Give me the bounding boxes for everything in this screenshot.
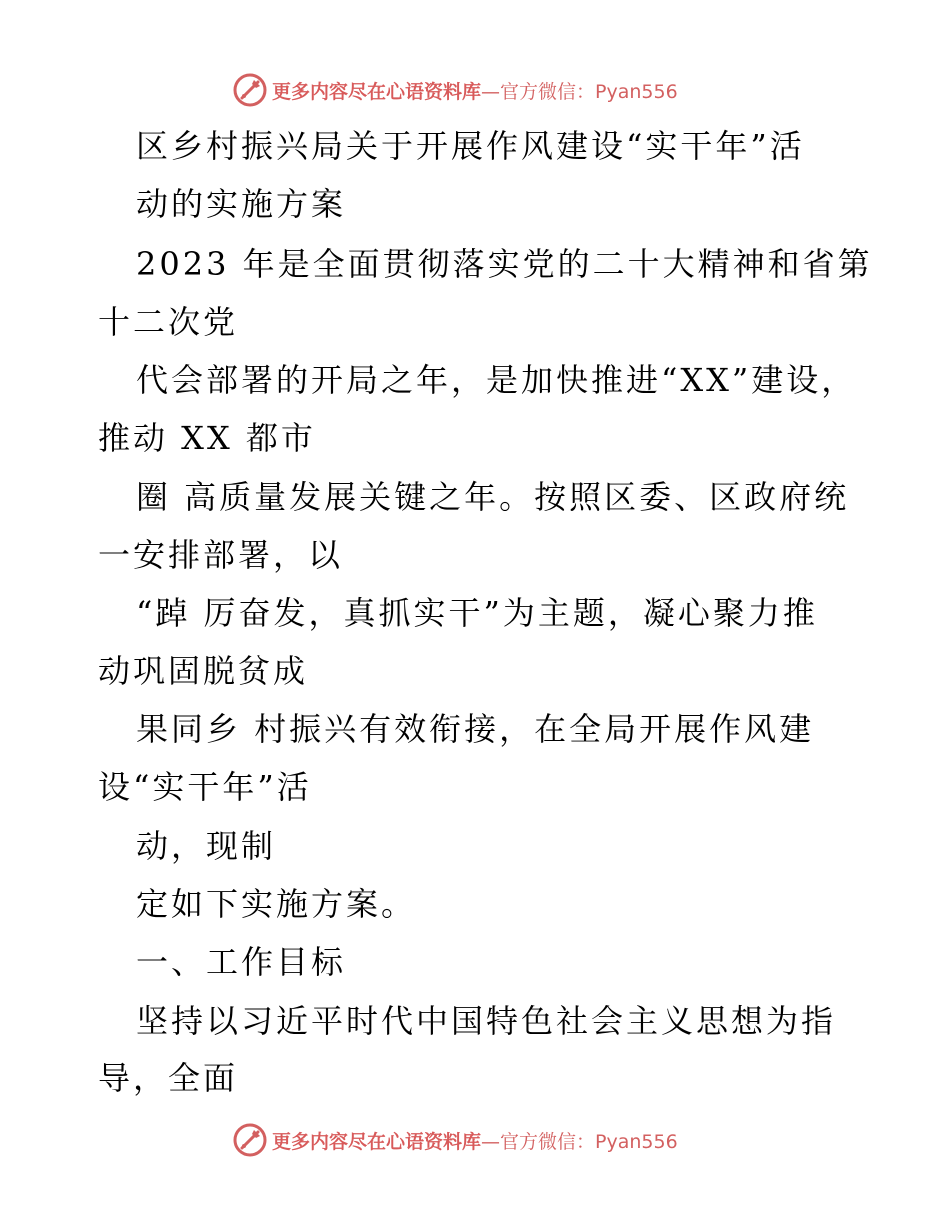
body-line: “踔 厉奋发，真抓实干”为主题，凝心聚力推 (136, 594, 818, 632)
banner-brand: 更多内容尽在心语资料库 (272, 1130, 482, 1153)
banner-separator: — (481, 80, 501, 103)
body-line: 动，现制 (136, 827, 277, 865)
pen-seal-logo-icon (232, 72, 268, 108)
body-line: 一安排部署，以 (98, 536, 344, 574)
body-line: 2023 年是全面贯彻落实党的二十大精神和省第 (136, 245, 873, 283)
body-line: 圈 高质量发展关键之年。按照区委、区政府统 (136, 478, 850, 516)
body-line: 设“实干年”活 (98, 768, 312, 806)
body-line: 推动 XX 都市 (98, 419, 316, 457)
body-line: 区乡村振兴局关于开展作风建设“实干年”活 (136, 127, 805, 165)
body-line: 坚持以习近平时代中国特色社会主义思想为指 (136, 1002, 837, 1040)
body-line: 代会部署的开局之年，是加快推进“XX”建设， (136, 361, 857, 399)
banner-wechat: 官方微信：Pyan556 (500, 80, 678, 103)
banner-wechat: 官方微信：Pyan556 (500, 1130, 678, 1153)
body-line: 动巩固脱贫成 (98, 652, 309, 690)
pen-seal-logo-icon (232, 1122, 268, 1158)
body-line: 定如下实施方案。 (136, 885, 417, 923)
body-line: 果同乡 村振兴有效衔接，在全局开展作风建 (136, 710, 815, 748)
banner-separator: — (481, 1130, 501, 1153)
section-heading: 一、工作目标 (136, 943, 347, 981)
body-line: 十二次党 (98, 303, 239, 341)
footer-watermark (232, 1120, 752, 1160)
banner-brand: 更多内容尽在心语资料库 (272, 80, 482, 103)
body-line: 动的实施方案 (136, 185, 347, 223)
body-line: 导，全面 (98, 1059, 239, 1097)
header-watermark (232, 70, 752, 110)
